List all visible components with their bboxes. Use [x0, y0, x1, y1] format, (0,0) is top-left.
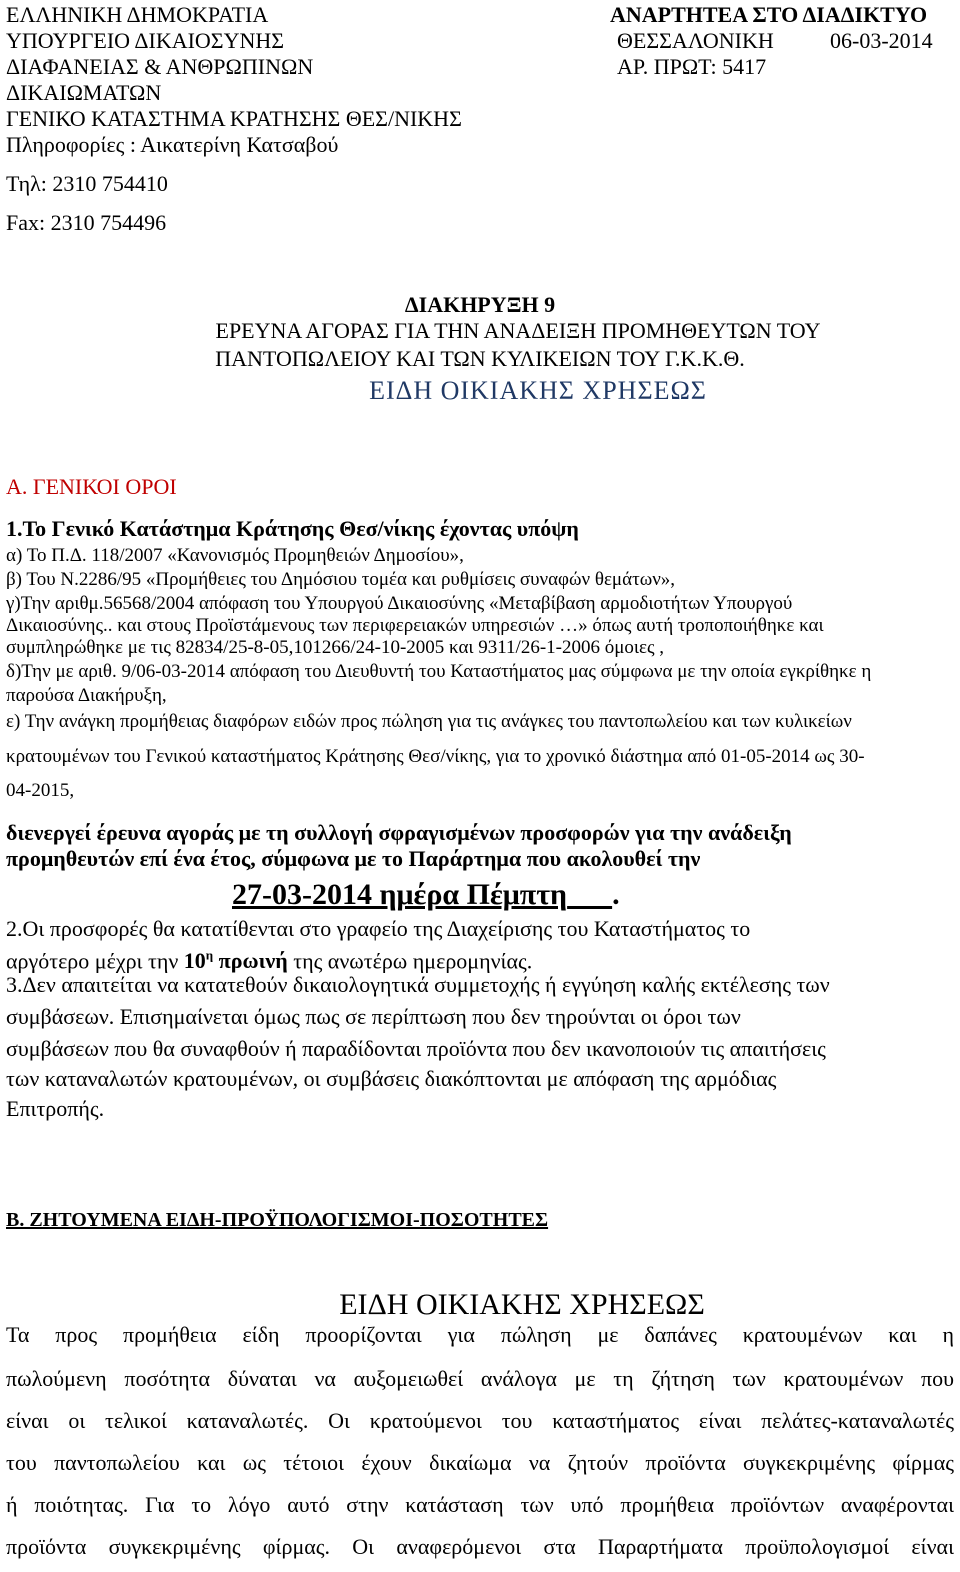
item-e-line2: κρατουμένων του Γενικού καταστήματος Κράτησης Θεσ/νίκης, για το χρονικό διάστημα από 01-05-2014 ως 30-	[6, 746, 865, 767]
header-ministry-cont2: ΔΙΚΑΙΩΜΑΤΩΝ	[6, 80, 162, 105]
legal-line-c: γ)Την αριθμ.56568/2004 απόφαση του Υπουργού Δικαιοσύνης «Μεταβίβαση αρμοδιοτήτων Υπουργού	[6, 593, 793, 614]
para-line3: είναι οι τελικοί καταναλωτές. Οι κρατούμενοι του καταστήματος είναι πελάτες-καταναλωτές	[6, 1408, 954, 1433]
item-e-line3: 04-2015,	[6, 780, 75, 801]
legal-line-a: α) Το Π.Δ. 118/2007 «Κανονισμός Προμηθειών Δημοσίου»,	[6, 545, 464, 566]
legal-line-d-cont: παρούσα Διακήρυξη,	[6, 685, 167, 706]
item2-line2	[6, 943, 532, 974]
section-a-heading: Α. ΓΕΝΙΚΟΙ ΟΡΟΙ	[6, 474, 177, 499]
declaration-title: ΔΙΑΚΗΡΥΞΗ 9	[404, 292, 556, 317]
item2-hour: $10^\eta$ πρωινή	[183, 948, 288, 974]
header-info-contact: Πληροφορίες : Αικατερίνη Κατσαβού	[6, 132, 339, 157]
para-line2: πωλούμενη ποσότητα δύναται να αυξομειωθεί ανάλογα με τη ζήτηση των κρατουμένων που	[6, 1366, 954, 1391]
deadline-date	[232, 878, 620, 912]
declaration-line2: ΠΑΝΤΟΠΩΛΕΙΟΥ ΚΑΙ ΤΩΝ ΚΥΛΙΚΕΙΩΝ ΤΟΥ Γ.Κ.Κ.Θ.	[215, 346, 745, 371]
header-fax: Fax: 2310 754496	[6, 210, 167, 235]
item2-line1: 2.Οι προσφορές θα κατατίθενται στο γραφείο της Διαχείρισης του Καταστήματος το	[6, 916, 751, 941]
para-line4: του παντοπωλείου και ως τέτοιοι έχουν δικαίωμα να ζητούν προϊόντα συγκεκριμένης φίρμας	[6, 1450, 954, 1475]
header-protocol: ΑΡ. ΠΡΩΤ: 5417	[617, 54, 767, 79]
legal-line-c-cont2: συμπληρώθηκε με τις 82834/25-8-05,101266/24-10-2005 και 9311/26-1-2006 όμοιες ,	[6, 637, 665, 658]
conduct-line2: προμηθευτών επί ένα έτος, σύμφωνα με το Παράρτημα που ακολουθεί την	[6, 846, 701, 871]
item3-line2: συμβάσεων. Επισημαίνεται όμως πως σε περίπτωση που δεν τηρούνται οι όροι των	[6, 1004, 741, 1029]
header-city: ΘΕΣΣΑΛΟΝΙΚΗ	[617, 28, 774, 53]
para-line5: ή ποιότητας. Για το λόγο αυτό στην κατάσταση των υπό προμήθεια προϊόντων αναφέρονται	[6, 1492, 954, 1517]
header-phone: Τηλ: 2310 754410	[6, 171, 168, 196]
header-institution: ΓΕΝΙΚΟ ΚΑΤΑΣΤΗΜΑ ΚΡΑΤΗΣΗΣ ΘΕΣ/ΝΙΚΗΣ	[6, 106, 462, 131]
declaration-line1: ΕΡΕΥΝΑ ΑΓΟΡΑΣ ΓΙΑ ΤΗΝ ΑΝΑΔΕΙΞΗ ΠΡΟΜΗΘΕΥΤΩΝ ΤΟΥ	[215, 318, 821, 343]
item3-line3: συμβάσεων που θα συναφθούν ή παραδίδονται προϊόντα που δεν ικανοποιούν τις απαιτήσεις	[6, 1036, 826, 1061]
item2-post: της ανωτέρω ημερομηνίας.	[287, 948, 533, 974]
section-b-heading: Β. ΖΗΤΟΥΜΕΝΑ ΕΙΔΗ-ΠΡΟΫΠΟΛΟΓΙΣΜΟΙ-ΠΟΣΟΤΗΤΕΣ	[6, 1209, 549, 1231]
header-date: 06-03-2014	[830, 28, 933, 53]
legal-line-c-cont: Δικαιοσύνης.. και στους Προϊστάμενους των περιφερειακών υπηρεσιών …» όπως αυτή τροποποιήθηκε και	[6, 615, 824, 636]
section-b-subject: ΕΙΔΗ ΟΙΚΙΑΚΗΣ ΧΡΗΣΕΩΣ	[339, 1288, 705, 1321]
header-republic: ΕΛΛΗΝΙΚΗ ΔΗΜΟΚΡΑΤΙΑ	[6, 2, 269, 27]
section-a-item1: 1.Το Γενικό Κατάστημα Κράτησης Θεσ/νίκης έχοντας υπόψη	[6, 516, 579, 541]
para-line6: προϊόντα συγκεκριμένης φίρμας. Οι αναφερόμενοι στα Παραρτήματα προϋπολογισμοί είναι	[6, 1534, 954, 1559]
item-e-line1: ε) Την ανάγκη προμήθειας διαφόρων ειδών προς πώληση για τις ανάγκες του παντοπωλείου και των κυλικείων	[6, 711, 852, 732]
header-ministry-cont: ΔΙΑΦΑΝΕΙΑΣ & ΑΝΘΡΩΠΙΝΩΝ	[6, 54, 314, 79]
declaration-subject: ΕΙΔΗ ΟΙΚΙΑΚΗΣ ΧΡΗΣΕΩΣ	[369, 376, 707, 405]
header-ministry: ΥΠΟΥΡΓΕΙΟ ΔΙΚΑΙΟΣΥΝΗΣ	[6, 28, 285, 53]
legal-line-b: β) Του Ν.2286/95 «Προμήθειες του Δημόσιου τομέα και ρυθμίσεις συναφών θεμάτων»,	[6, 569, 676, 590]
para-line1: Τα προς προμήθεια είδη προορίζονται για πώληση με δαπάνες κρατουμένων και η	[6, 1322, 954, 1347]
item3-line4: των καταναλωτών κρατουμένων, οι συμβάσεις διακόπτονται με απόφαση της αρμόδιας	[6, 1066, 777, 1091]
deadline-end: .	[612, 878, 620, 911]
item3-line5: Επιτροπής.	[6, 1096, 105, 1121]
deadline-text: 27-03-2014 ημέρα Πέμπτη	[232, 878, 568, 911]
legal-line-d: δ)Την με αριθ. 9/06-03-2014 απόφαση του Διευθυντή του Καταστήματος μας σύμφωνα με την οποία εγκρίθηκε η	[6, 661, 872, 682]
conduct-line1: διενεργεί έρευνα αγοράς με τη συλλογή σφραγισμένων προσφορών για την ανάδειξη	[6, 820, 792, 845]
item3-line1: 3.Δεν απαιτείται να κατατεθούν δικαιολογητικά συμμετοχής ή εγγύηση καλής εκτέλεσης των	[6, 972, 830, 997]
item2-pre: αργότερο μέχρι την	[6, 948, 184, 974]
header-publish-notice: ΑΝΑΡΤΗΤΕΑ ΣΤΟ ΔΙΑΔΙΚΤΥΟ	[610, 2, 928, 27]
